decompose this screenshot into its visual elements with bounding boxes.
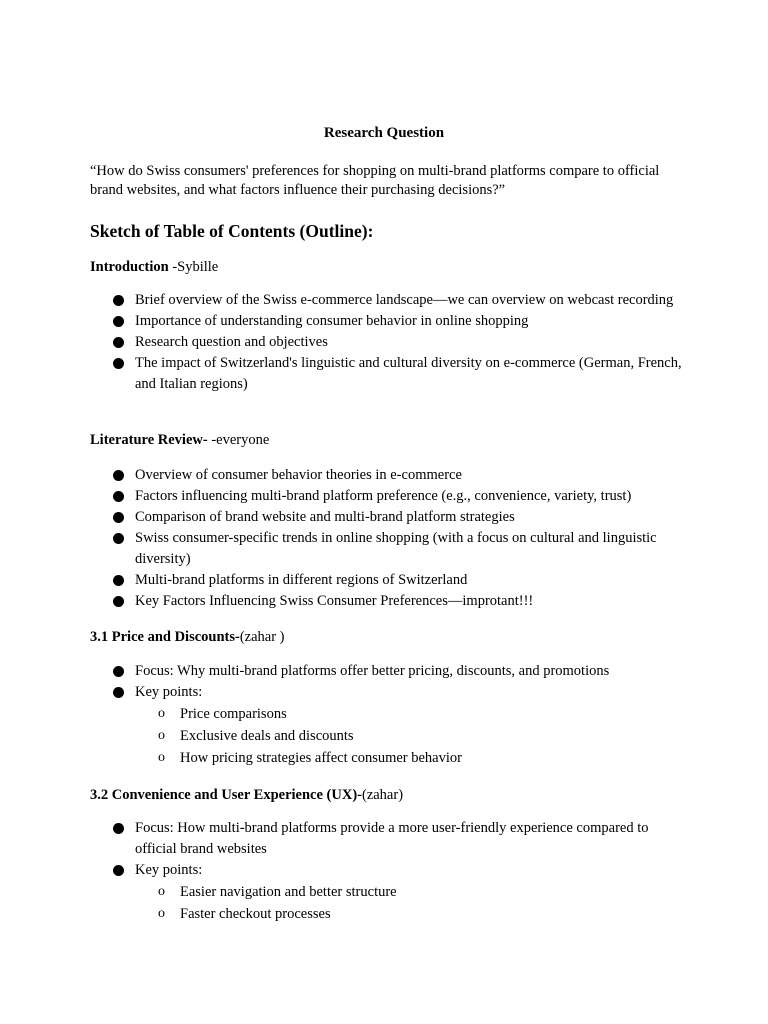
sub-list-item: o Price comparisons xyxy=(135,703,690,725)
lit-title: Literature Review- xyxy=(90,432,208,448)
bullet-icon xyxy=(113,470,124,481)
bullet-icon xyxy=(113,491,124,502)
bullet-icon xyxy=(113,316,124,327)
outline-heading: Sketch of Table of Contents (Outline): xyxy=(90,221,374,241)
bullet-icon xyxy=(113,865,124,876)
list-item: Importance of understanding consumer behavior in online shopping xyxy=(90,311,690,332)
list-item: Factors influencing multi-brand platform preference (e.g., convenience, variety, trust) xyxy=(90,486,690,507)
bullet-icon xyxy=(113,687,124,698)
list-item: Key Factors Influencing Swiss Consumer Preferences—improtant!!! xyxy=(90,591,690,612)
research-question-quote: “How do Swiss consumers' preferences for shopping on multi-brand platforms compare to official brand websites, and what factors influence their purchasing decisions?” xyxy=(90,163,660,198)
s31-sublist xyxy=(135,703,690,769)
circle-bullet-icon: o xyxy=(158,750,165,765)
circle-bullet-icon: o xyxy=(158,728,165,743)
sub-list-item: o Exclusive deals and discounts xyxy=(135,725,690,747)
s31-title: 3.1 Price and Discounts- xyxy=(90,629,240,645)
bullet-icon xyxy=(113,337,124,348)
intro-owner: -Sybille xyxy=(168,259,219,275)
bullet-icon xyxy=(113,295,124,306)
circle-bullet-icon: o xyxy=(158,706,165,721)
s31-owner: (zahar ) xyxy=(239,629,285,645)
s32-heading xyxy=(90,787,403,804)
intro-title: Introduction xyxy=(90,259,169,275)
s31-heading xyxy=(90,629,285,646)
list-item: Research question and objectives xyxy=(90,332,690,353)
bullet-icon xyxy=(113,512,124,523)
list-item: Swiss consumer-specific trends in online shopping (with a focus on cultural and linguistic diversity) xyxy=(90,528,690,570)
sub-list-item: o Easier navigation and better structure xyxy=(135,881,690,903)
list-item: Focus: How multi-brand platforms provide a more user-friendly experience compared to official brand websites xyxy=(90,818,690,860)
list-item: Focus: Why multi-brand platforms offer better pricing, discounts, and promotions xyxy=(90,661,690,682)
circle-bullet-icon: o xyxy=(158,884,165,899)
list-item: Overview of consumer behavior theories in e-commerce xyxy=(90,465,690,486)
s32-sublist xyxy=(135,881,690,925)
list-item: The impact of Switzerland's linguistic and cultural diversity on e-commerce (German, French, and Italian regions) xyxy=(90,353,690,395)
page-title: Research Question xyxy=(323,125,445,141)
intro-list xyxy=(90,290,690,395)
bullet-icon xyxy=(113,596,124,607)
list-item: Key points: o Easier navigation and better structure o Faster checkout processes xyxy=(90,860,690,925)
list-item: Multi-brand platforms in different regions of Switzerland xyxy=(90,570,690,591)
list-item: Key points: o Price comparisons o Exclusive deals and discounts o How pricing strategies affect consumer behavior xyxy=(90,682,690,769)
circle-bullet-icon: o xyxy=(158,906,165,921)
s31-list xyxy=(90,661,690,769)
bullet-icon xyxy=(113,358,124,369)
bullet-icon xyxy=(113,575,124,586)
sub-list-item: o Faster checkout processes xyxy=(135,903,690,925)
s32-list xyxy=(90,818,690,925)
s32-owner: (zahar) xyxy=(361,787,404,803)
s32-title: 3.2 Convenience and User Experience (UX)- xyxy=(90,787,362,803)
lit-owner: -everyone xyxy=(207,432,270,448)
lit-list xyxy=(90,465,690,612)
bullet-icon xyxy=(113,666,124,677)
list-item: Comparison of brand website and multi-brand platform strategies xyxy=(90,507,690,528)
intro-heading xyxy=(90,259,218,276)
sub-list-item: o How pricing strategies affect consumer behavior xyxy=(135,747,690,769)
list-item: Brief overview of the Swiss e-commerce landscape—we can overview on webcast recording xyxy=(90,290,690,311)
bullet-icon xyxy=(113,533,124,544)
lit-heading xyxy=(90,432,269,449)
bullet-icon xyxy=(113,823,124,834)
